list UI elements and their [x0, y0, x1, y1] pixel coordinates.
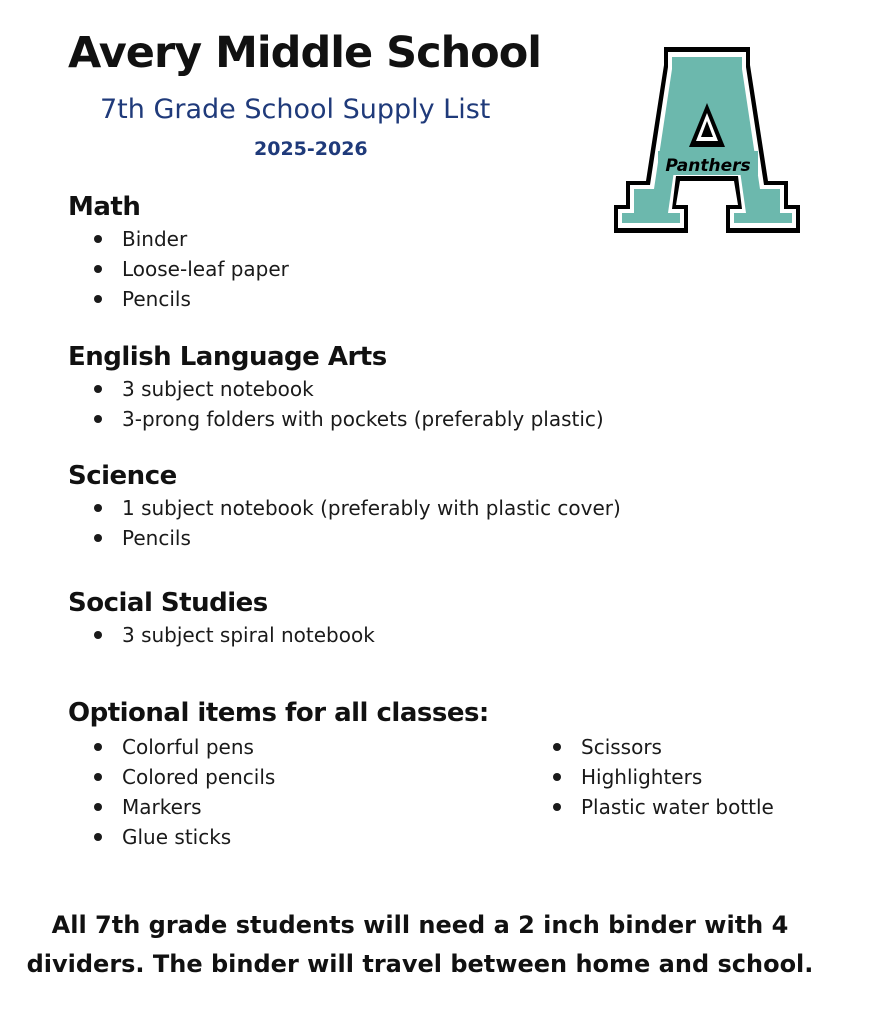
ela-title: English Language Arts	[68, 342, 387, 372]
list-item: Loose-leaf paper	[68, 254, 289, 284]
school-name: Avery Middle School	[68, 28, 542, 78]
bullet-icon	[553, 803, 561, 811]
optional-title-wrap	[68, 696, 489, 730]
supply-list-title: 7th Grade School Supply List	[100, 94, 491, 125]
bullet-icon	[94, 743, 102, 751]
bullet-icon	[94, 534, 102, 542]
list-item: 3 subject notebook	[68, 374, 604, 404]
list-item: Pencils	[68, 523, 621, 553]
social-studies-section	[68, 586, 375, 650]
bullet-icon	[94, 833, 102, 841]
list-item: 1 subject notebook (preferably with plastic cover)	[68, 493, 621, 523]
list-item: Colorful pens	[68, 732, 275, 762]
bullet-icon	[94, 235, 102, 243]
ela-section	[68, 340, 604, 434]
list-item: 3 subject spiral notebook	[68, 620, 375, 650]
note-line-2: dividers. The binder will travel between home and school.	[26, 950, 814, 978]
list-item: 3-prong folders with pockets (preferably plastic)	[68, 404, 604, 434]
science-title: Science	[68, 461, 177, 491]
list-item: Highlighters	[527, 762, 774, 792]
bullet-icon	[94, 803, 102, 811]
list-item: Binder	[68, 224, 289, 254]
bullet-icon	[94, 773, 102, 781]
logo-text: Panthers	[665, 156, 751, 176]
bullet-icon	[94, 295, 102, 303]
bullet-icon	[94, 265, 102, 273]
social-studies-title: Social Studies	[68, 588, 268, 618]
bullet-icon	[553, 773, 561, 781]
bullet-icon	[94, 415, 102, 423]
list-item: Pencils	[68, 284, 289, 314]
list-item: Markers	[68, 792, 275, 822]
school-letter-logo	[614, 47, 804, 233]
binder-requirement-note	[20, 906, 820, 984]
math-section	[68, 190, 289, 314]
optional-left-list	[68, 732, 275, 852]
list-item: Glue sticks	[68, 822, 275, 852]
optional-right-list	[527, 732, 774, 822]
optional-title: Optional items for all classes:	[68, 698, 489, 728]
bullet-icon	[94, 631, 102, 639]
bullet-icon	[94, 385, 102, 393]
note-line-1: All 7th grade students will need a 2 inch binder with 4	[51, 911, 789, 939]
bullet-icon	[553, 743, 561, 751]
list-item: Scissors	[527, 732, 774, 762]
science-section	[68, 459, 621, 553]
school-year: 2025-2026	[254, 138, 368, 160]
list-item: Plastic water bottle	[527, 792, 774, 822]
math-title: Math	[68, 192, 141, 222]
bullet-icon	[94, 504, 102, 512]
list-item: Colored pencils	[68, 762, 275, 792]
